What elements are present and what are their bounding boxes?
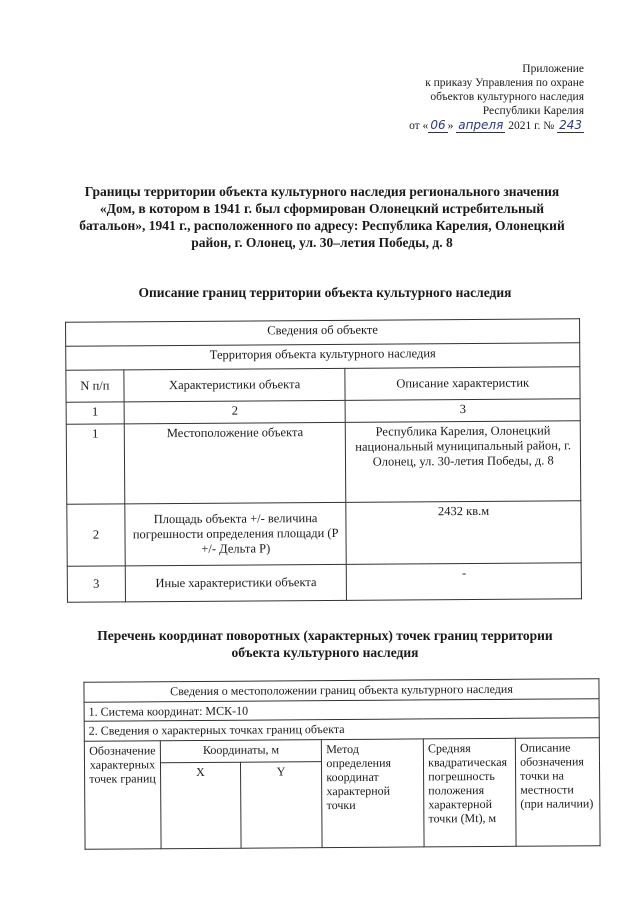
row-char: Площадь объекта +/- величина погрешности определения площади (P +/- Дельта P) [125,502,347,566]
title-line-4: район, г. Олонец, ул. 30–летия Победы, д. 8 [191,235,453,250]
date-month: апреля [458,118,504,132]
document-title [72,183,572,251]
index-cell: 2 [124,400,346,424]
col-designation-header: Обозначение характерных точек границ [84,741,161,850]
table-row [66,421,581,505]
points-info: 2. Сведения о характерных точках границ объекта [84,718,599,742]
row-num: 3 [67,566,125,602]
row-desc: - [347,563,582,601]
date-day: 06 [430,118,446,132]
coordinates-table [83,678,600,850]
title-line-2: «Дом, в котором в 1941 г. был сформирован Олонецкий истребительный [99,201,545,216]
row-num: 1 [66,424,124,504]
date-year: 2021 г. № [508,120,555,132]
col-method-header: Метод определения координат характерной точки [322,739,425,848]
coord-system: 1. Система координат: МСК-10 [84,699,599,722]
row-char: Местоположение объекта [124,422,346,504]
section2-title-line-1: Перечень координат поворотных (характерных) точек границ территории [97,628,553,643]
table-row [67,563,581,603]
index-cell: 1 [66,402,124,424]
section2-title [90,627,560,661]
row-num: 2 [67,504,125,566]
col-accuracy-header: Средняя квадратическая погрешность положения характерной точки (Mt), м [423,738,516,847]
title-line-1: Границы территории объекта культурного наследия регионального значения [84,184,560,199]
appendix-dept-2: Республики Карелия [482,105,584,117]
section1-title: Описание границ территории объекта культурного наследия [138,285,512,300]
header-location: Сведения о местоположении границ объекта культурного наследия [84,679,599,703]
row-desc: 2432 кв.м [346,501,581,565]
appendix-label: Приложение [522,63,584,75]
table-row [67,501,581,567]
col-x-header: X [160,762,240,849]
appendix-block [344,62,584,133]
col-num-header: N п/п [66,370,124,402]
section2-title-line-2: объекта культурного наследия [231,645,419,660]
title-line-3: батальон», 1941 г., расположенного по адресу: Республика Карелия, Олонецкий [79,218,565,233]
object-info-table [65,318,582,603]
appendix-date-line [344,118,584,133]
col-y-header: Y [240,762,322,849]
date-mid: » [447,120,454,132]
col-desc-header: Описание характеристик [345,367,580,401]
appendix-dept-1: объектов культурного наследия [430,91,584,103]
order-number: 243 [559,118,582,132]
col-coords-header: Координаты, м [160,740,321,763]
index-cell: 3 [346,399,581,423]
header-object: Сведения об объекте [66,319,580,347]
date-prefix: от « [409,120,429,132]
col-description-header: Описание обозначения точки на местности (при наличии) [515,738,600,847]
appendix-order-ref: к приказу Управления по охране [425,77,584,89]
header-territory: Территория объекта культурного наследия [66,343,580,371]
col-char-header: Характеристики объекта [124,368,346,402]
row-char: Иные характеристики объекта [125,564,347,602]
row-desc: Республика Карелия, Олонецкий национальный муниципальный район, г. Олонец, ул. 30-летия Победы, д. 8 [346,421,581,503]
